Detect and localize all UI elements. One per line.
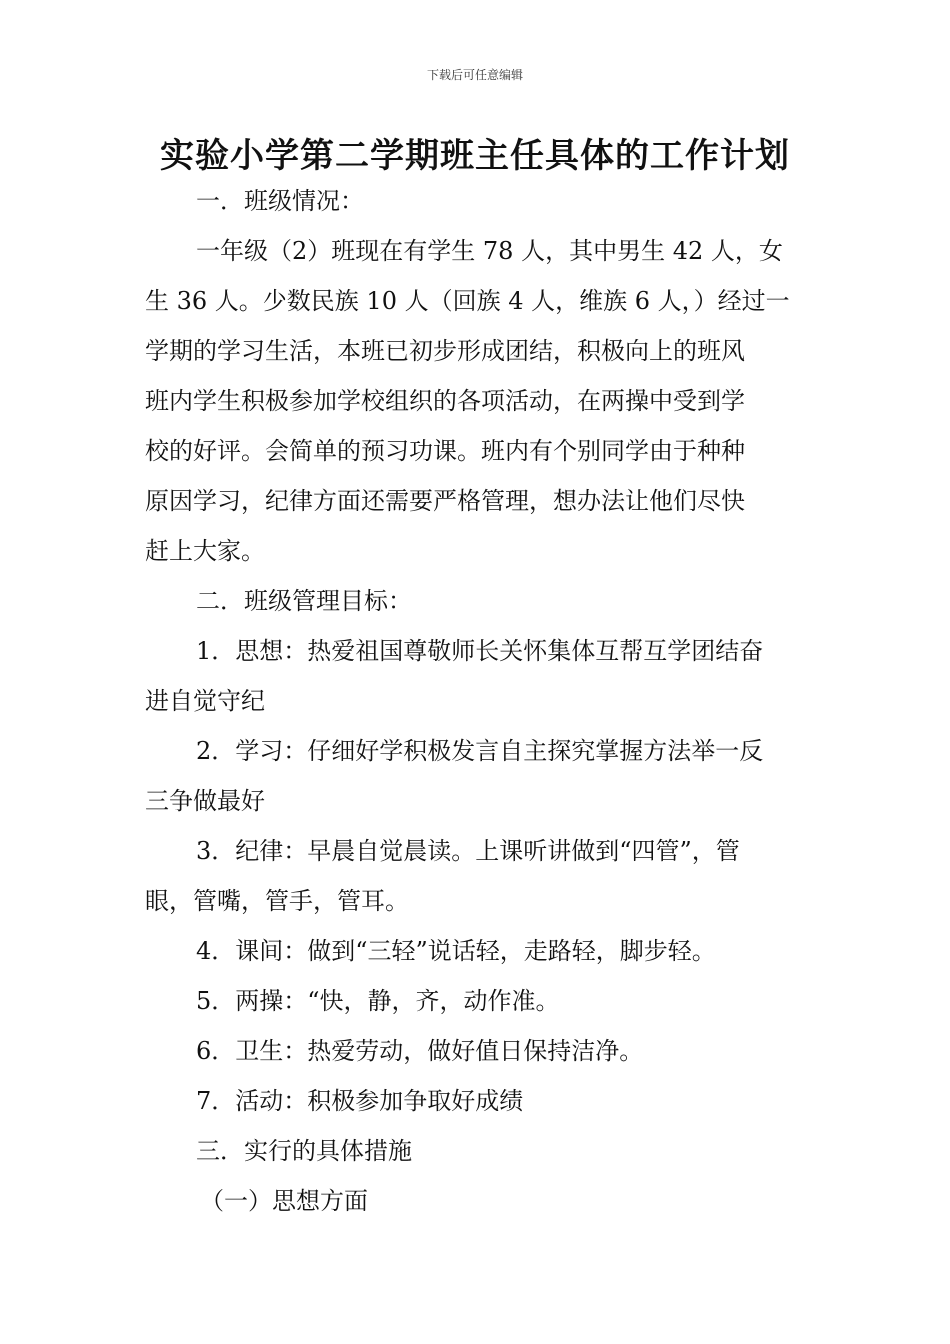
list-item: 3．纪律：早晨自觉晨读。上课听讲做到“四管”，管 xyxy=(196,837,740,865)
list-item: 1．思想：热爱祖国尊敬师长关怀集体互帮互学团结奋 xyxy=(196,637,764,665)
list-item-continuation: 眼，管嘴，管手，管耳。 xyxy=(145,887,409,915)
paragraph-line: 校的好评。会简单的预习功课。班内有个别同学由于种种 xyxy=(145,437,745,465)
list-item: 7．活动：积极参加争取好成绩 xyxy=(196,1087,524,1115)
paragraph-line: 学期的学习生活，本班已初步形成团结，积极向上的班风 xyxy=(145,337,745,365)
paragraph-line: 班内学生积极参加学校组织的各项活动，在两操中受到学 xyxy=(145,387,745,415)
section-heading: 三．实行的具体措施 xyxy=(196,1137,412,1165)
subsection-heading: （一）思想方面 xyxy=(200,1187,368,1215)
list-item-continuation: 进自觉守纪 xyxy=(145,687,265,715)
list-item-continuation: 三争做最好 xyxy=(145,787,265,815)
paragraph-line: 生 36 人。少数民族 10 人（回族 4 人，维族 6 人，）经过一 xyxy=(145,287,790,315)
header-note: 下载后可任意编辑 xyxy=(426,68,523,82)
list-item: 5．两操：“快，静，齐，动作准。 xyxy=(196,987,560,1015)
list-item: 2．学习：仔细好学积极发言自主探究掌握方法举一反 xyxy=(196,737,764,765)
paragraph-line: 赶上大家。 xyxy=(145,537,265,565)
paragraph-line: 一年级（2）班现在有学生 78 人，其中男生 42 人，女 xyxy=(196,237,783,265)
paragraph-line: 原因学习，纪律方面还需要严格管理，想办法让他们尽快 xyxy=(145,487,745,515)
section-heading: 一．班级情况： xyxy=(196,187,364,215)
list-item: 6．卫生：热爱劳动，做好值日保持洁净。 xyxy=(196,1037,644,1065)
document-title: 实验小学第二学期班主任具体的工作计划 xyxy=(160,136,790,176)
list-item: 4．课间：做到“三轻”说话轻，走路轻，脚步轻。 xyxy=(196,937,716,965)
section-heading: 二．班级管理目标： xyxy=(196,587,412,615)
